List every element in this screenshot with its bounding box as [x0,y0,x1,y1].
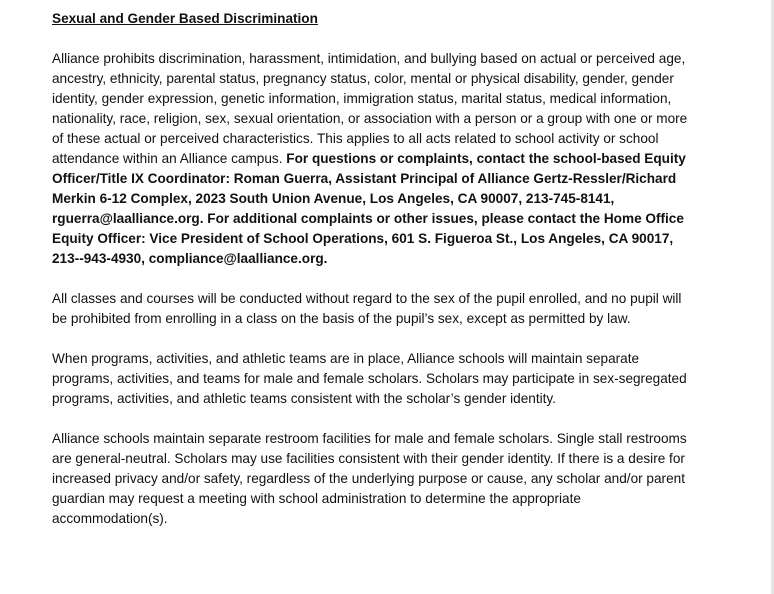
paragraph-classes: All classes and courses will be conducted without regard to the sex of the pupil enrolled, and no pupil will be prohibited from enrolling in a class on the basis of the pupil’s sex, except as permitted by law. [52,291,682,326]
paragraph-programs: When programs, activities, and athletic teams are in place, Alliance schools will maintain separate programs, activities, and teams for male and female scholars. Scholars may participate in sex-segregated programs, activities, and athletic teams consistent with the scholar’s gender identity. [52,351,687,406]
contact-info-text: For questions or complaints, contact the school-based Equity Officer/Title IX Coordinator: Roman Guerra, Assistant Principal of Alliance Gertz-Ressler/Richard Merkin 6-12 Complex, 2023 South Union Avenue, Los Angeles, CA 90007, 213-745-8141, rguerra@laalliance.org. For additional complaints or other issues, please contact the Home Office Equity Officer: Vice President of School Operations, 601 S. Figueroa St., Los Angeles, CA 90017, 213--943-4930, compliance@laalliance.org. [52,151,686,266]
policy-text: Alliance prohibits discrimination, harassment, intimidation, and bullying based on actual or perceived age, ancestry, ethnicity, parental status, pregnancy status, color, mental or physical disability, gender, gender identity, gender expression, genetic information, immigration status, marital status, medical information, nationality, race, religion, sex, sexual orientation, or association with a person or a group with one or more of these actual or perceived characteristics. This applies to all acts related to school activity or school attendance within an Alliance campus. [52,51,688,166]
paragraph-discrimination-policy [52,49,692,269]
paragraph-restrooms: Alliance schools maintain separate restroom facilities for male and female scholars. Single stall restrooms are general-neutral. Scholars may use facilities consistent with their gender identity. If there is a desire for increased privacy and/or safety, regardless of the underlying purpose or cause, any scholar and/or parent guardian may request a meeting with school administration to determine the appropriate accommodation(s). [52,431,687,526]
document-body [52,9,692,549]
document-heading: Sexual and Gender Based Discrimination [52,11,318,26]
